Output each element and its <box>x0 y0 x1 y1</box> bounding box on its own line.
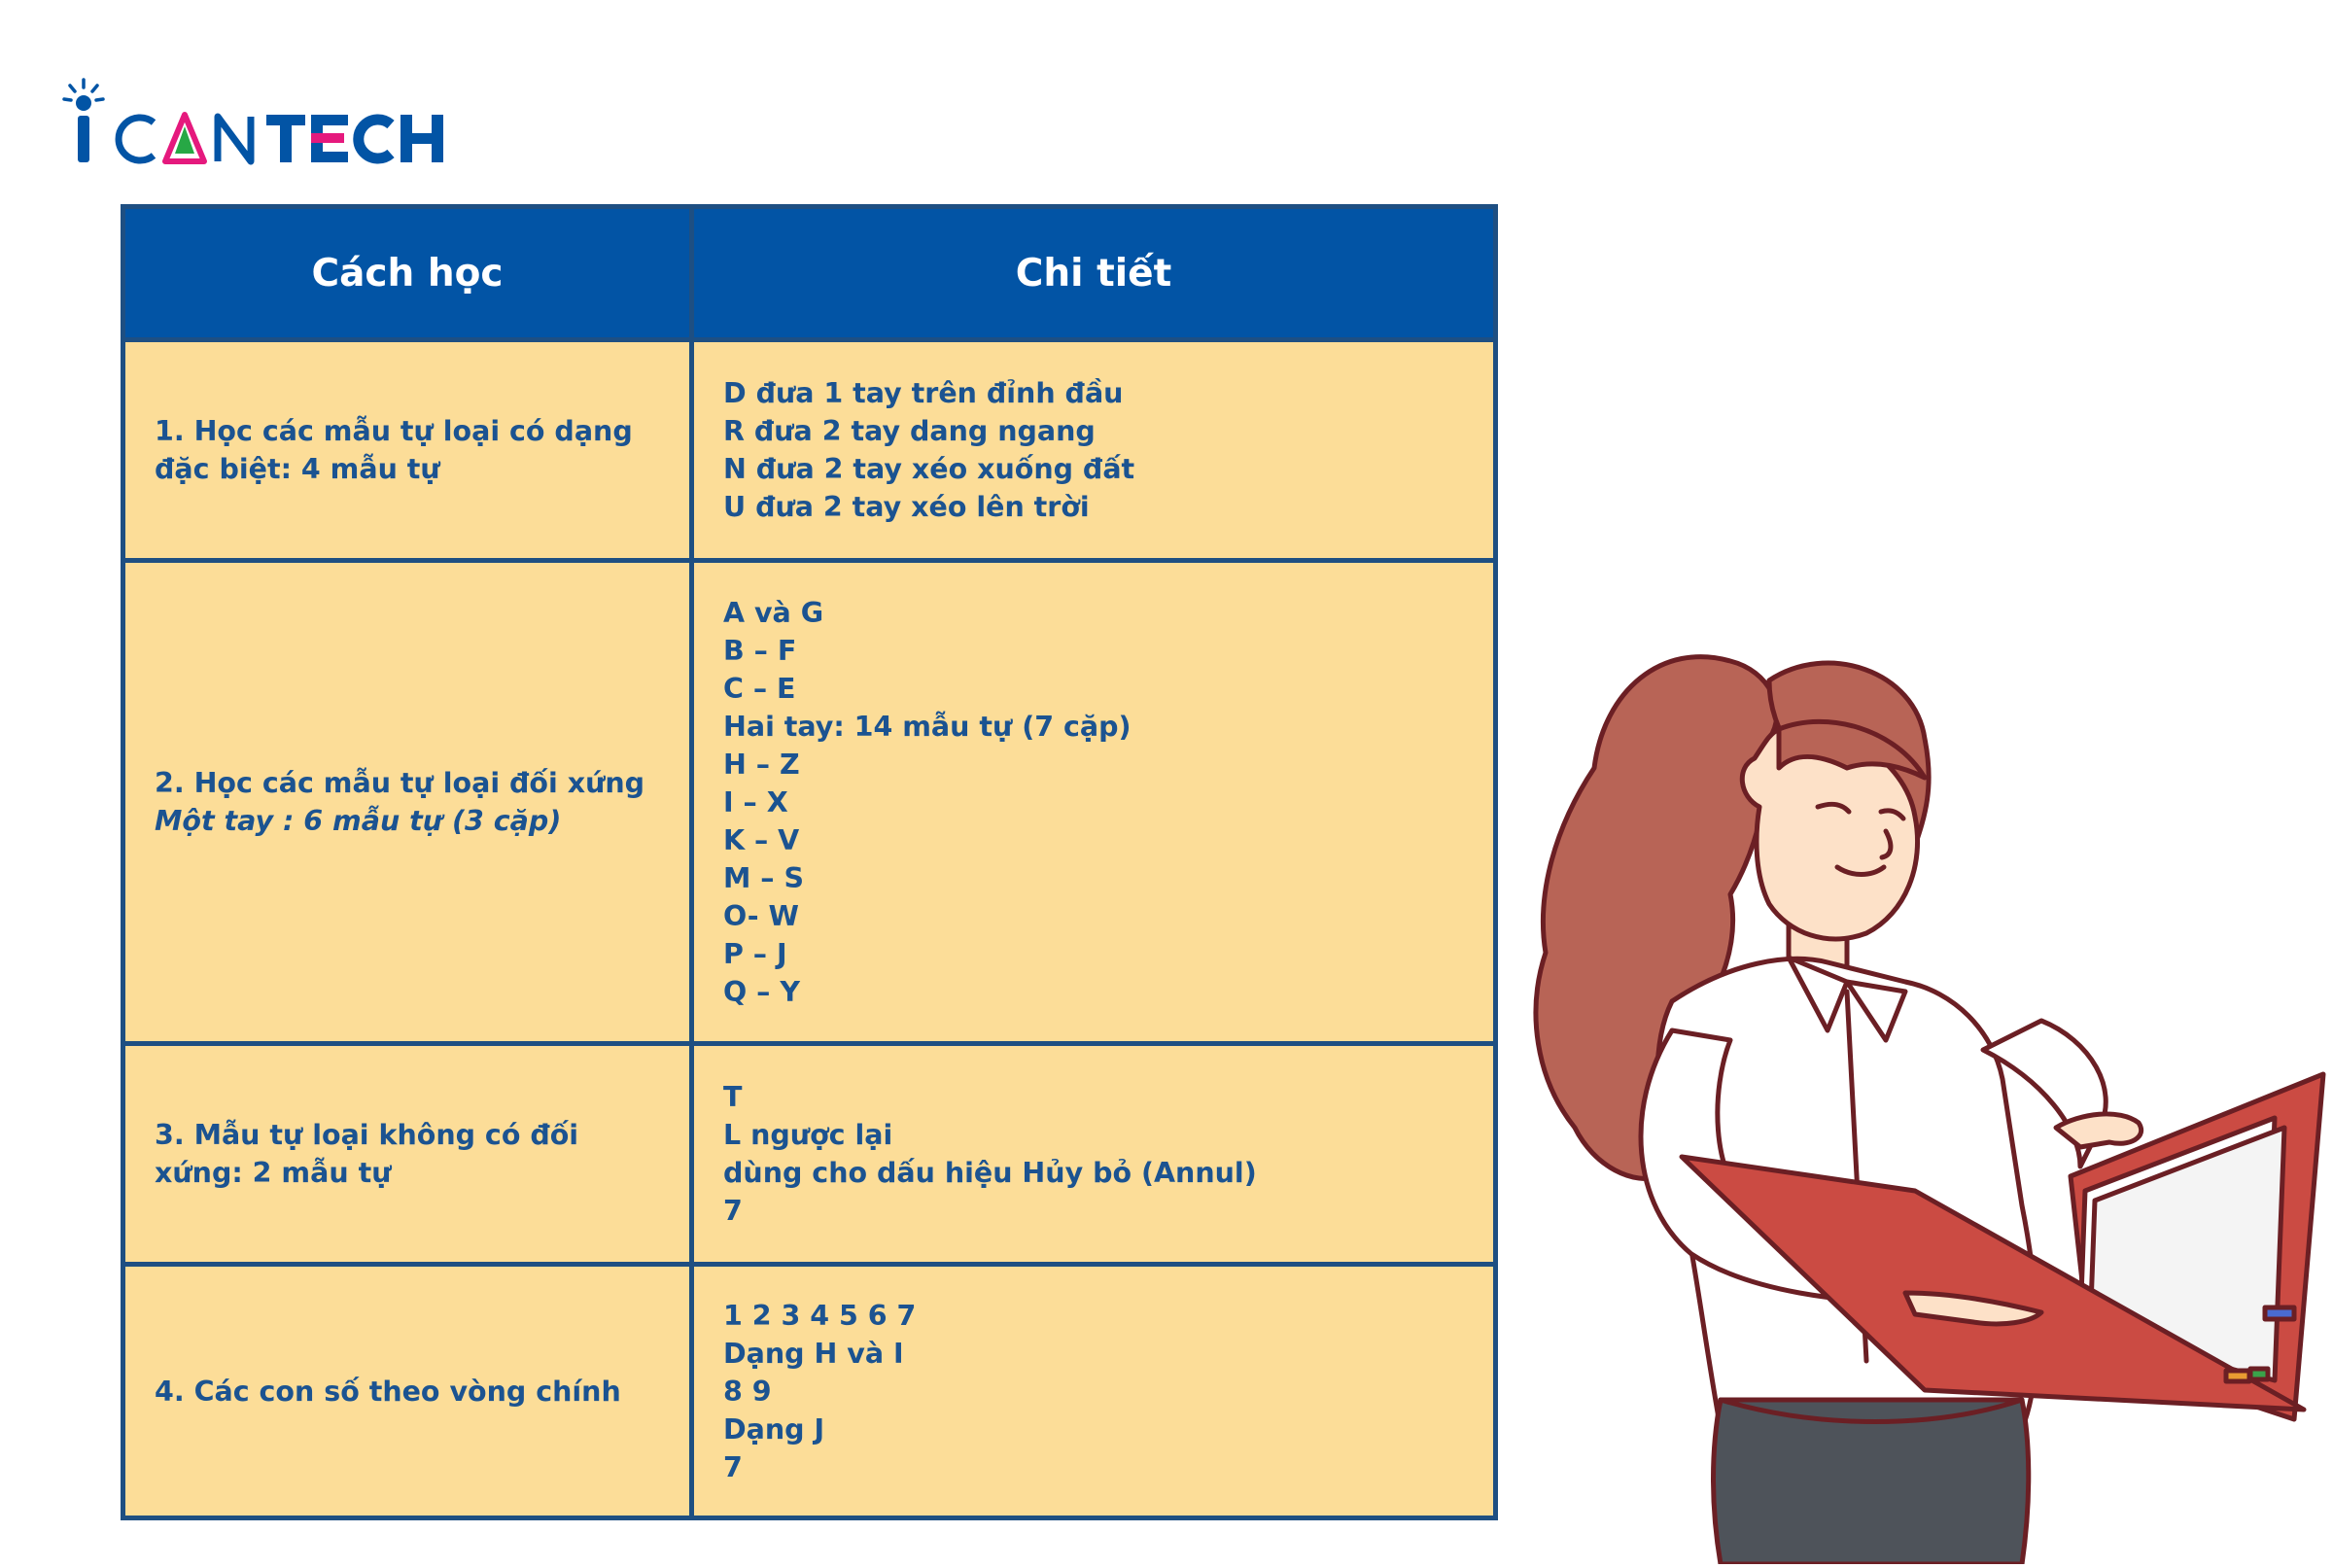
woman-reading-folder-illustration <box>1497 622 2333 1564</box>
detail-line: C – E <box>723 672 796 705</box>
detail-line: 7 <box>723 1195 743 1227</box>
detail-line: Hai tay: 14 mẫu tự (7 cặp) <box>723 710 1132 743</box>
method-text: 3. Mẫu tự loại không có đối xứng: 2 mẫu tự <box>155 1119 579 1189</box>
column-header-details: Chi tiết <box>692 207 1496 340</box>
detail-line: H – Z <box>723 748 800 781</box>
detail-line: A và G <box>723 596 824 629</box>
method-cell <box>123 561 692 1044</box>
table-header-row <box>123 207 1496 340</box>
method-cell <box>123 1265 692 1518</box>
detail-line: N đưa 2 tay xéo xuống đất <box>723 453 1135 485</box>
column-header-method: Cách học <box>123 207 692 340</box>
learning-table-container <box>121 204 1493 1520</box>
detail-line: K – V <box>723 823 800 856</box>
detail-line: D đưa 1 tay trên đỉnh đầu <box>723 377 1124 409</box>
detail-line: L ngược lại <box>723 1119 893 1151</box>
method-text: 2. Học các mẫu tự loại đối xứng <box>155 767 645 799</box>
detail-line: R đưa 2 tay dang ngang <box>723 415 1096 447</box>
detail-line: dùng cho dấu hiệu Hủy bỏ (Annul) <box>723 1157 1257 1189</box>
brand-logo <box>60 76 449 173</box>
detail-line: 7 <box>723 1450 743 1483</box>
table-row <box>123 1265 1496 1518</box>
woman-reading-folder-icon <box>1497 622 2333 1564</box>
method-text: 1. Học các mẫu tự loại có dạng đặc biệt: 4 mẫu tự <box>155 415 633 485</box>
details-cell <box>692 1265 1496 1518</box>
detail-line: B – F <box>723 634 797 667</box>
table-row <box>123 561 1496 1044</box>
learning-methods-table <box>121 204 1498 1520</box>
method-subtext: Một tay : 6 mẫu tự (3 cặp) <box>155 805 562 837</box>
detail-line: 1 2 3 4 5 6 7 <box>723 1299 917 1332</box>
detail-line: Dạng J <box>723 1412 825 1446</box>
detail-line: 8 9 <box>723 1375 772 1408</box>
detail-line: I – X <box>723 785 788 819</box>
table-row <box>123 340 1496 561</box>
detail-line: M – S <box>723 861 804 894</box>
detail-line: P – J <box>723 937 787 970</box>
detail-line: Q – Y <box>723 975 800 1008</box>
detail-line: T <box>723 1081 743 1113</box>
method-cell <box>123 1044 692 1265</box>
detail-line: U đưa 2 tay xéo lên trời <box>723 491 1090 523</box>
method-cell <box>123 340 692 561</box>
details-cell <box>692 1044 1496 1265</box>
details-cell <box>692 561 1496 1044</box>
detail-line: Dạng H và I <box>723 1337 904 1370</box>
table-row <box>123 1044 1496 1265</box>
detail-line: O- W <box>723 899 799 932</box>
method-text: 4. Các con số theo vòng chính <box>155 1375 621 1408</box>
details-cell <box>692 340 1496 561</box>
icantech-logo-icon <box>60 76 449 173</box>
